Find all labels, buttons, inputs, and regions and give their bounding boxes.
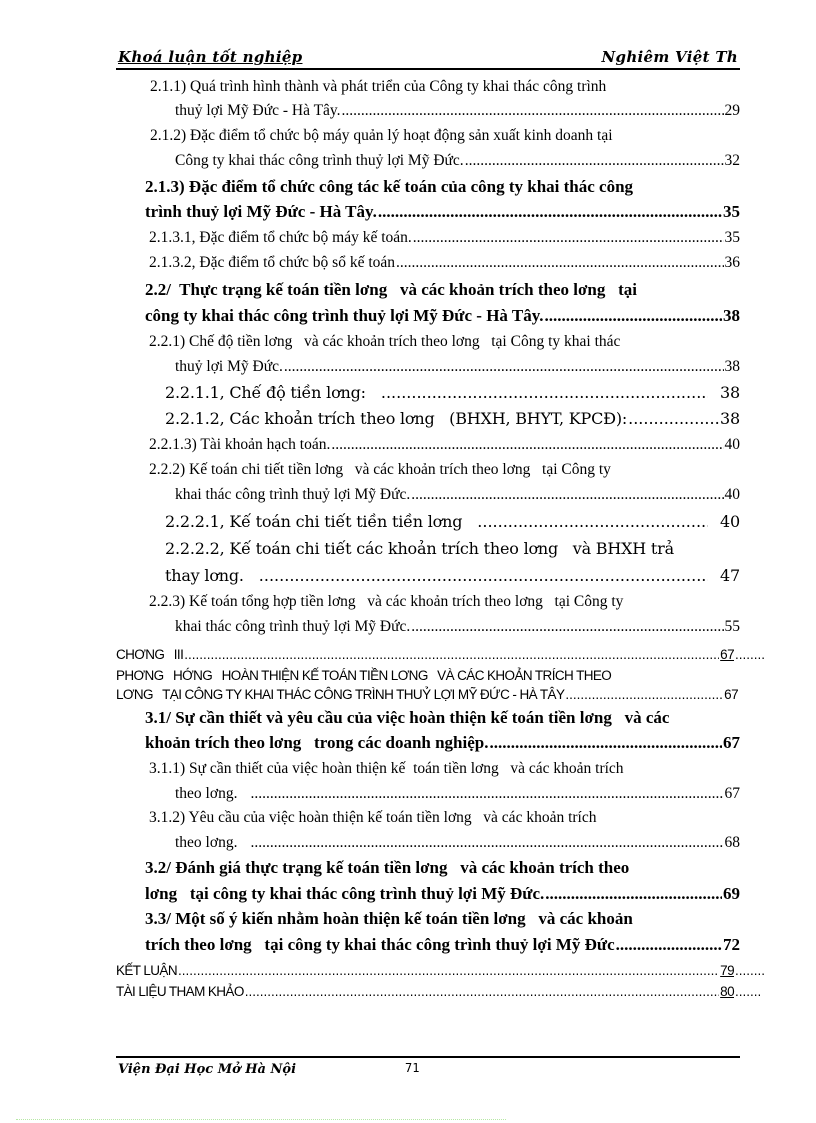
toc-page-number: 40: [720, 512, 740, 531]
toc-entry-conclusion[interactable]: [116, 962, 766, 980]
dot-leader: [342, 99, 724, 123]
dot-leader: [331, 433, 723, 457]
toc-page-number: 40: [724, 486, 740, 503]
page-header: [116, 48, 740, 70]
toc-entry-text: Công ty khai thác công trình thuỷ lợi Mỹ Đức.: [175, 152, 464, 169]
toc-entry-references[interactable]: [116, 983, 762, 1001]
dot-leader: [178, 962, 719, 980]
dot-leader: [259, 563, 708, 589]
dot-leader: [545, 303, 722, 329]
toc-entry-2-1-3-1[interactable]: [149, 226, 740, 250]
toc-entry-2-1-3[interactable]: [145, 199, 740, 225]
toc-page-number: 29: [724, 102, 740, 119]
toc-entry-text: 2.2.1.2, Các khoản trích theo lơng (BHXH, BHYT, KPCĐ):: [165, 409, 628, 428]
page-bottom-dotted-border: [16, 1119, 506, 1121]
toc-entry-2-1-3-line1: 2.1.3) Đặc điểm tổ chức công tác kế toán của công ty khai thác công: [145, 177, 634, 196]
toc-page-number: 38: [720, 383, 740, 402]
toc-entry-2-2-3[interactable]: [175, 615, 740, 639]
dot-leader: [565, 686, 723, 704]
dot-leader: [545, 881, 722, 907]
dot-leader: [284, 355, 724, 379]
toc-page-number: 67: [720, 647, 734, 662]
toc-page-number: 67: [723, 733, 740, 752]
dot-leader: [250, 782, 723, 806]
toc-page-number: 36: [724, 254, 740, 271]
dot-leader: [477, 509, 708, 535]
dot-leader: [381, 380, 708, 406]
toc-entry-text: 2.1.3.1, Đặc điểm tổ chức bộ máy kế toán.: [149, 229, 412, 246]
toc-page-number: 38: [720, 409, 740, 428]
toc-page-number: 55: [724, 618, 740, 635]
toc-page-number: 80: [720, 984, 734, 999]
toc-page-number: 40: [724, 436, 740, 453]
toc-entry-2-2-2-line1: 2.2.2) Kế toán chi tiết tiền lơng và các khoản trích theo lơng tại Công ty: [149, 461, 611, 478]
toc-entry-3-2[interactable]: [145, 881, 740, 907]
dot-leader: [413, 226, 724, 250]
toc-entry-text: LƠNG TẠI CÔNG TY KHAI THÁC CÔNG TRÌNH THUỶ LỢI MỸ ĐỨC - HÀ TÂY: [116, 687, 565, 702]
dot-leader: [465, 149, 724, 173]
toc-entry-text: thay lơng.: [165, 566, 244, 585]
toc-entry-2-2-2-2-line1: 2.2.2.2, Kế toán chi tiết các khoản trích theo lơng và BHXH trả: [165, 539, 674, 558]
toc-entry-text: theo lơng.: [175, 785, 238, 802]
toc-page-number: 38: [724, 358, 740, 375]
toc-page-number: 69: [723, 884, 740, 903]
toc-entry-chapter-3[interactable]: [116, 646, 766, 664]
toc-entry-3-1-1-line1: 3.1.1) Sự cần thiết của việc hoàn thiện kế toán tiền lơng và các khoản trích: [149, 760, 624, 777]
toc-entry-text: công ty khai thác công trình thuỷ lợi Mỹ Đức - Hà Tây.: [145, 306, 544, 325]
toc-page-number: 35: [723, 202, 740, 221]
toc-entry-chapter-3-title[interactable]: [116, 686, 738, 704]
header-author: Nghiêm Việt Th: [601, 48, 738, 66]
toc-page-number: 35: [724, 229, 740, 246]
toc-entry-3-1-1[interactable]: [175, 782, 740, 806]
toc-entry-text: theo lơng.: [175, 834, 238, 851]
toc-entry-2-1-2-line1: 2.1.2) Đặc điểm tổ chức bộ máy quản lý hoạt động sản xuất kinh doanh tại: [150, 127, 613, 144]
dot-leader: [245, 983, 719, 1001]
dot-leader: [411, 483, 723, 507]
toc-entry-text: khai thác công trình thuỷ lợi Mỹ Đức.: [175, 618, 411, 635]
footer-divider: [116, 1056, 740, 1058]
toc-entry-3-1[interactable]: [145, 730, 740, 756]
toc-entry-2-2-2-2[interactable]: [165, 563, 740, 589]
toc-page-number: 38: [723, 306, 740, 325]
toc-entry-text: trình thuỷ lợi Mỹ Đức - Hà Tây.: [145, 202, 377, 221]
toc-entry-2-2-1-3[interactable]: [149, 433, 740, 457]
toc-entry-chapter-3-title-line1: PHƠNG HỚNG HOÀN THIỆN KẾ TOÁN TIỀN LƠNG VÀ CÁC KHOẢN TRÍCH THEO: [116, 668, 612, 683]
toc-page-number: 47: [720, 566, 740, 585]
toc-entry-2-2-2[interactable]: [175, 483, 740, 507]
footer-institution: Viện Đại Học Mở Hà Nội: [118, 1062, 297, 1077]
dot-leader-trailing: [735, 983, 761, 1001]
dot-leader: [184, 646, 719, 664]
toc-entry-2-2-2-1[interactable]: [165, 509, 740, 535]
toc-entry-2-2-1[interactable]: [175, 355, 740, 379]
toc-entry-2-1-2[interactable]: [175, 149, 740, 173]
dot-leader-trailing: [735, 962, 765, 980]
toc-page-number: 72: [723, 935, 740, 954]
toc-entry-2-2-1-2[interactable]: [165, 406, 740, 432]
toc-entry-3-3[interactable]: [145, 932, 740, 958]
toc-entry-2-1-1-line1: 2.1.1) Quá trình hình thành và phát triển của Công ty khai thác công trình: [150, 78, 607, 95]
toc-entry-text: trích theo lơng tại công ty khai thác công trình thuỷ lợi Mỹ Đức: [145, 935, 615, 954]
dot-leader: [616, 932, 722, 958]
toc-entry-3-1-2[interactable]: [175, 831, 740, 855]
toc-page-number: 79: [720, 963, 734, 978]
toc-entry-text: thuỷ lợi Mỹ Đức.: [175, 358, 283, 375]
toc-entry-2-2-3-line1: 2.2.3) Kế toán tổng hợp tiền lơng và các khoản trích theo lơng tại Công ty: [149, 593, 624, 610]
toc-entry-text: TÀI LIỆU THAM KHẢO: [116, 984, 244, 999]
toc-entry-text: 2.2.1.3) Tài khoản hạch toán.: [149, 436, 331, 453]
dot-leader-trailing: [735, 646, 765, 664]
dot-leader: [250, 831, 723, 855]
toc-entry-3-1-2-line1: 3.1.2) Yêu cầu của việc hoàn thiện kế toán tiền lơng và các khoản trích: [149, 809, 597, 826]
toc-entry-2-2-1-line1: 2.2.1) Chế độ tiền lơng và các khoản trích theo lơng tại Công ty khai thác: [149, 333, 621, 350]
dot-leader: [628, 406, 719, 432]
header-thesis-title: Khoá luận tốt nghiệp: [118, 48, 303, 66]
toc-entry-text: 2.1.3.2, Đặc điểm tổ chức bộ sổ kế toán: [149, 254, 396, 271]
toc-entry-text: 2.2.2.1, Kế toán chi tiết tiền tiền lơng: [165, 512, 463, 531]
toc-entry-text: thuỷ lợi Mỹ Đức - Hà Tây.: [175, 102, 341, 119]
toc-entry-text: khai thác công trình thuỷ lợi Mỹ Đức.: [175, 486, 411, 503]
toc-page-number: 67: [724, 785, 740, 802]
dot-leader: [378, 199, 722, 225]
toc-entry-text: CHƠNG III: [116, 647, 184, 662]
toc-entry-2-2-1-1[interactable]: [165, 380, 740, 406]
toc-entry-2-1-3-2[interactable]: [149, 251, 740, 275]
toc-entry-2-2-line1: 2.2/ Thực trạng kế toán tiền lơng và các khoản trích theo lơng tại: [145, 280, 637, 299]
toc-entry-text: lơng tại công ty khai thác công trình thuỷ lợi Mỹ Đức.: [145, 884, 545, 903]
dot-leader: [396, 251, 723, 275]
dot-leader: [411, 615, 723, 639]
dot-leader: [490, 730, 723, 756]
toc-entry-3-2-line1: 3.2/ Đánh giá thực trạng kế toán tiền lơng và các khoản trích theo: [145, 858, 630, 877]
toc-entry-2-1-1[interactable]: [175, 99, 740, 123]
toc-entry-2-2[interactable]: [145, 303, 740, 329]
toc-page-number: 32: [724, 152, 740, 169]
toc-page-number: 67: [724, 687, 738, 702]
toc-page-number: 68: [724, 834, 740, 851]
toc-entry-3-1-line1: 3.1/ Sự cần thiết và yêu cầu của việc hoàn thiện kế toán tiền lơng và các: [145, 708, 670, 727]
toc-entry-3-3-line1: 3.3/ Một số ý kiến nhằm hoàn thiện kế toán tiền lơng và các khoản: [145, 909, 633, 928]
footer-page-number: 71: [405, 1061, 420, 1075]
toc-entry-text: khoản trích theo lơng trong các doanh nghiệp.: [145, 733, 489, 752]
toc-entry-text: KẾT LUẬN: [116, 963, 177, 978]
toc-entry-text: 2.2.1.1, Chế độ tiền lơng:: [165, 383, 366, 402]
